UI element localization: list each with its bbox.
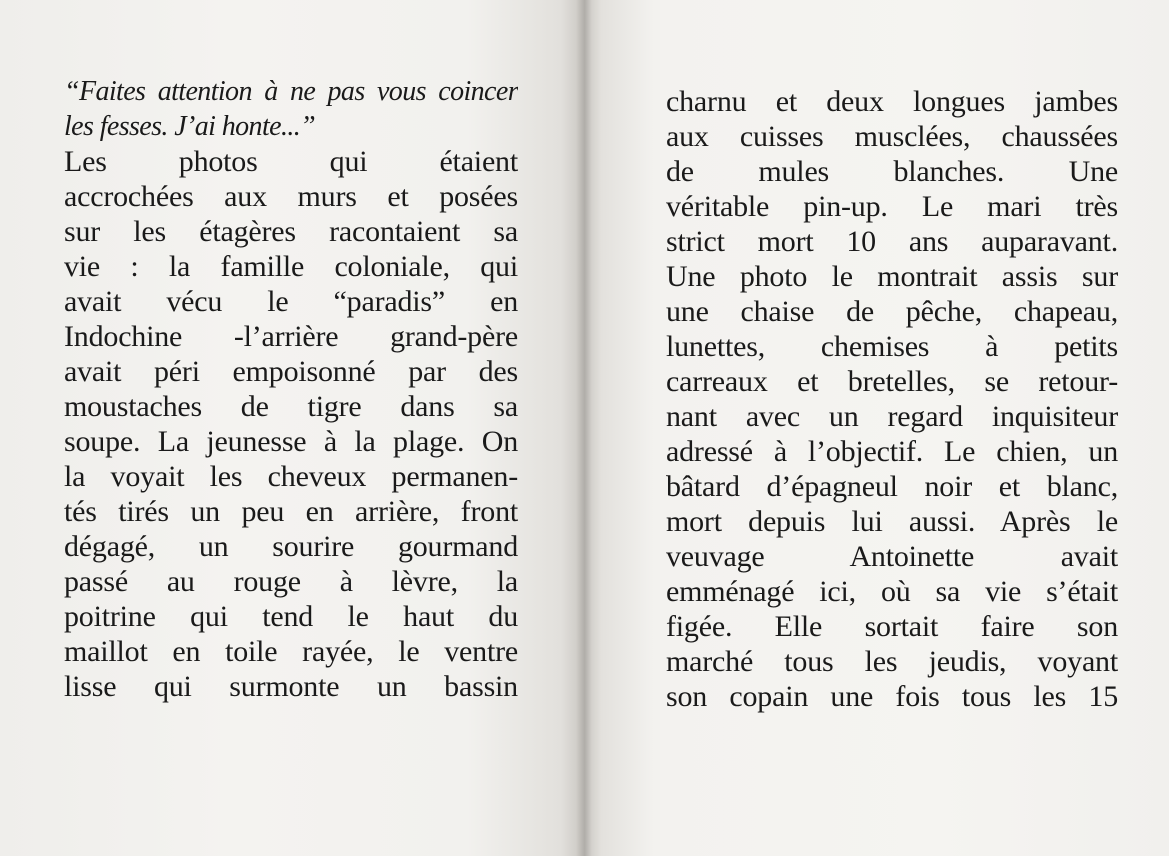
text-line: soupe. La jeunesse à la plage. On [64, 425, 518, 458]
text-line: lunettes, chemises à petits [666, 330, 1118, 363]
text-line: maillot en toile rayée, le ventre [64, 635, 518, 668]
text-line: Une photo le montrait assis sur [666, 260, 1118, 293]
text-line: moustaches de tigre dans sa [64, 390, 518, 423]
text-line: carreaux et bretelles, se retour- [666, 365, 1118, 398]
text-line: véritable pin-up. Le mari très [666, 190, 1118, 223]
text-line: vie : la famille coloniale, qui [64, 250, 518, 283]
text-line: veuvage Antoinette avait [666, 540, 1118, 573]
text-line: les fesses. J’ai honte...” [64, 111, 316, 142]
text-line: de mules blanches. Une [666, 155, 1118, 188]
text-line: tés tirés un peu en arrière, front [64, 495, 518, 528]
book-gutter [576, 0, 592, 856]
text-line: avait péri empoisonné par des [64, 355, 518, 388]
text-line: dégagé, un sourire gourmand [64, 530, 518, 563]
text-line: la voyait les cheveux permanen- [64, 460, 518, 493]
right-page-text [666, 84, 1118, 714]
text-line: poitrine qui tend le haut du [64, 600, 518, 633]
text-line: une chaise de pêche, chapeau, [666, 295, 1118, 328]
text-line: sur les étagères racontaient sa [64, 215, 518, 248]
text-line: adressé à l’objectif. Le chien, un [666, 435, 1118, 468]
text-line: Indochine -l’arrière grand-père [64, 320, 518, 353]
left-page-text [64, 74, 518, 704]
text-line: passé au rouge à lèvre, la [64, 565, 518, 598]
text-line: bâtard d’épagneul noir et blanc, [666, 470, 1118, 503]
text-line: son copain une fois tous les 15 [666, 680, 1118, 713]
text-line: accrochées aux murs et posées [64, 180, 518, 213]
text-line: avait vécu le “paradis” en [64, 285, 518, 318]
text-line: charnu et deux longues jambes [666, 85, 1118, 118]
text-line: figée. Elle sortait faire son [666, 610, 1118, 643]
text-line: nant avec un regard inquisiteur [666, 400, 1118, 433]
text-line: Les photos qui étaient [64, 145, 518, 178]
text-line: strict mort 10 ans auparavant. [666, 225, 1118, 258]
text-line: aux cuisses musclées, chaussées [666, 120, 1118, 153]
text-line: lisse qui surmonte un bassin [64, 670, 518, 703]
text-line: mort depuis lui aussi. Après le [666, 505, 1118, 538]
text-line: marché tous les jeudis, voyant [666, 645, 1118, 678]
text-line: emménagé ici, où sa vie s’était [666, 575, 1118, 608]
text-line: “Faites attention à ne pas vous coincer [64, 76, 518, 107]
